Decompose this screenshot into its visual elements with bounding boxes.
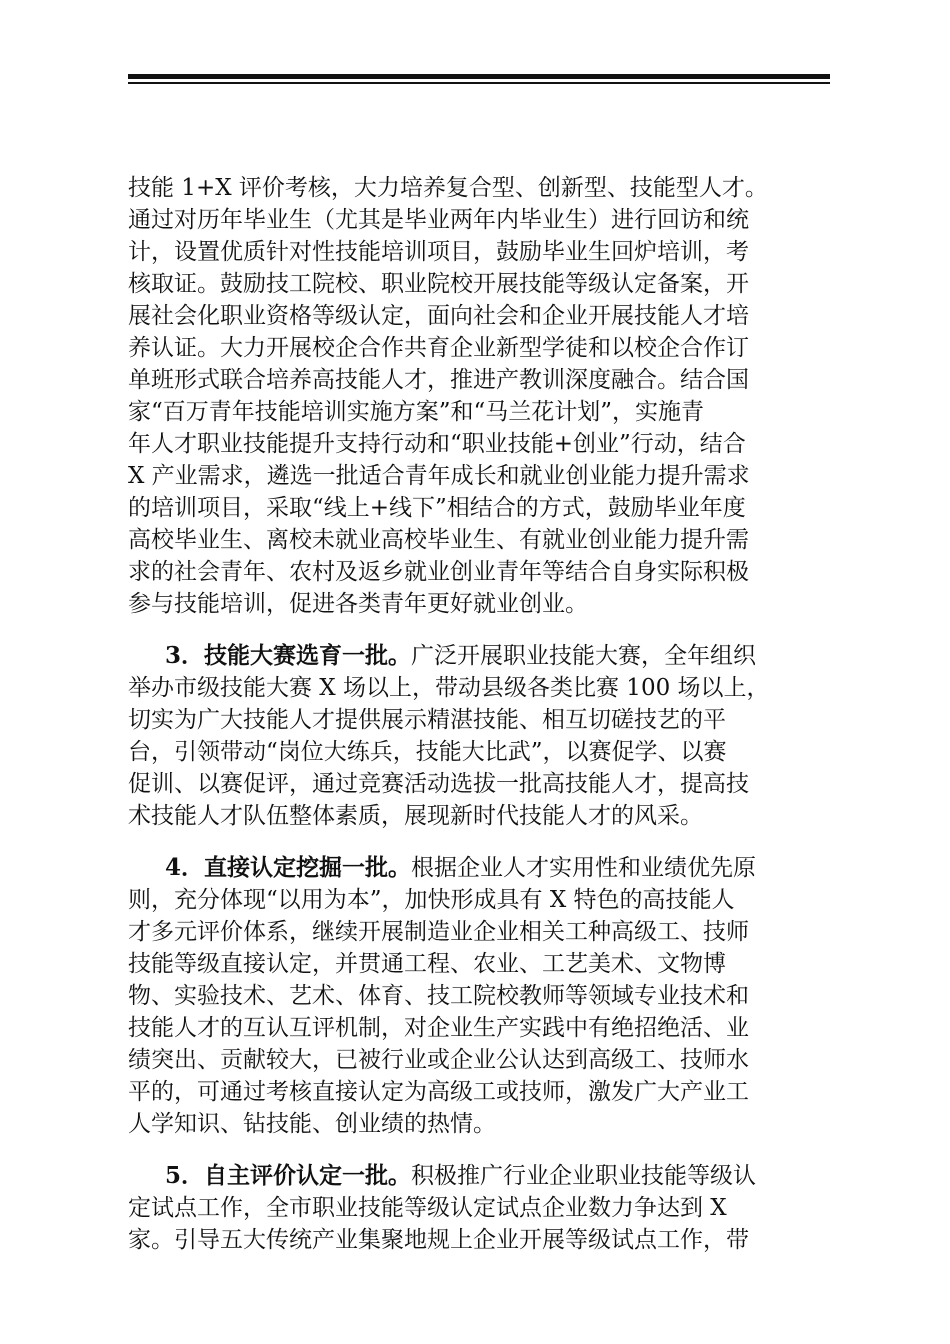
paragraph-heading: 3．技能大赛选育一批。 [165,642,412,669]
text-line [128,300,830,332]
text-line [128,396,830,428]
text-line [128,884,830,916]
text-line [128,980,830,1012]
text-line [128,1192,830,1224]
text-line [128,852,830,884]
line-text: 人学知识、钻技能、创业绩的热情。 [128,1111,496,1137]
text-line [128,204,830,236]
paragraph-gap [128,620,830,640]
header-rule-thick [128,74,830,79]
paragraph-heading: 5．自主评价认定一批。 [165,1162,412,1189]
line-text: 计，设置优质针对性技能培训项目，鼓励毕业生回炉培训，考 [128,239,749,265]
line-text: 积极推广行业企业职业技能等级认 [411,1163,757,1189]
line-text: 养认证。大力开展校企合作共育企业新型学徒和以校企合作订 [128,335,749,361]
text-line [128,556,830,588]
text-line [128,1012,830,1044]
text-line [128,492,830,524]
document-body [128,172,830,1256]
line-text: 求的社会青年、农村及返乡就业创业青年等结合自身实际积极 [128,559,749,585]
paragraph [128,852,830,1140]
line-text: 年人才职业技能提升支持行动和“职业技能+创业”行动，结合 [128,431,746,457]
text-line [128,736,830,768]
line-text: 技能人才的互认互评机制，对企业生产实践中有绝招绝活、业 [128,1015,749,1041]
line-text: 的培训项目，采取“线上+线下”相结合的方式，鼓励毕业年度 [128,495,746,521]
line-text: 物、实验技术、艺术、体育、技工院校教师等领域专业技术和 [128,983,749,1009]
line-text: 技能等级直接认定，并贯通工程、农业、工艺美术、文物博 [128,951,726,977]
line-text: 高校毕业生、离校未就业高校毕业生、有就业创业能力提升需 [128,527,749,553]
text-line [128,364,830,396]
line-text: 切实为广大技能人才提供展示精湛技能、相互切磋技艺的平 [128,707,726,733]
header-rule-thin [128,82,830,84]
text-line [128,800,830,832]
paragraph-gap [128,1140,830,1160]
paragraph-heading: 4．直接认定挖掘一批。 [165,854,412,881]
text-line [128,1224,830,1256]
line-text: 平的，可通过考核直接认定为高级工或技师，激发广大产业工 [128,1079,749,1105]
text-line [128,172,830,204]
line-text: 举办市级技能大赛 X 场以上，带动县级各类比赛 100 场以上， [128,675,770,701]
text-line [128,704,830,736]
text-line [128,1076,830,1108]
line-text: 促训、以赛促评，通过竞赛活动选拔一批高技能人才，提高技 [128,771,749,797]
line-text: 广泛开展职业技能大赛，全年组织 [411,643,757,669]
line-text: 核取证。鼓励技工院校、职业院校开展技能等级认定备案，开 [128,271,749,297]
line-text: 台，引领带动“岗位大练兵，技能大比武”，以赛促学、以赛 [128,739,727,765]
line-text: 术技能人才队伍整体素质，展现新时代技能人才的风采。 [128,803,703,829]
line-text: X 产业需求，遴选一批适合青年成长和就业创业能力提升需求 [128,463,750,489]
line-text: 家“百万青年技能培训实施方案”和“马兰花计划”，实施青 [128,399,705,425]
line-text: 家。引导五大传统产业集聚地规上企业开展等级试点工作，带 [128,1227,749,1253]
paragraph [128,640,830,832]
text-line [128,640,830,672]
text-line [128,236,830,268]
text-line [128,460,830,492]
line-text: 参与技能培训，促进各类青年更好就业创业。 [128,591,588,617]
line-text: 绩突出、贡献较大，已被行业或企业公认达到高级工、技师水 [128,1047,749,1073]
paragraph [128,1160,830,1256]
text-line [128,1044,830,1076]
text-line [128,768,830,800]
text-line [128,916,830,948]
line-text: 则，充分体现“以用为本”，加快形成具有 X 特色的高技能人 [128,887,735,913]
line-text: 通过对历年毕业生（尤其是毕业两年内毕业生）进行回访和统 [128,207,749,233]
text-line [128,1160,830,1192]
line-text: 展社会化职业资格等级认定，面向社会和企业开展技能人才培 [128,303,749,329]
line-text: 单班形式联合培养高技能人才，推进产教训深度融合。结合国 [128,367,749,393]
text-line [128,948,830,980]
paragraph-gap [128,832,830,852]
text-line [128,588,830,620]
text-line [128,672,830,704]
text-line [128,268,830,300]
text-line [128,428,830,460]
line-text: 技能 1+X 评价考核，大力培养复合型、创新型、技能型人才。 [128,175,768,201]
text-line [128,332,830,364]
text-line [128,524,830,556]
line-text: 才多元评价体系，继续开展制造业企业相关工种高级工、技师 [128,919,749,945]
paragraph [128,172,830,620]
text-line [128,1108,830,1140]
line-text: 定试点工作，全市职业技能等级认定试点企业数力争达到 X [128,1195,727,1221]
line-text: 根据企业人才实用性和业绩优先原 [411,855,757,881]
